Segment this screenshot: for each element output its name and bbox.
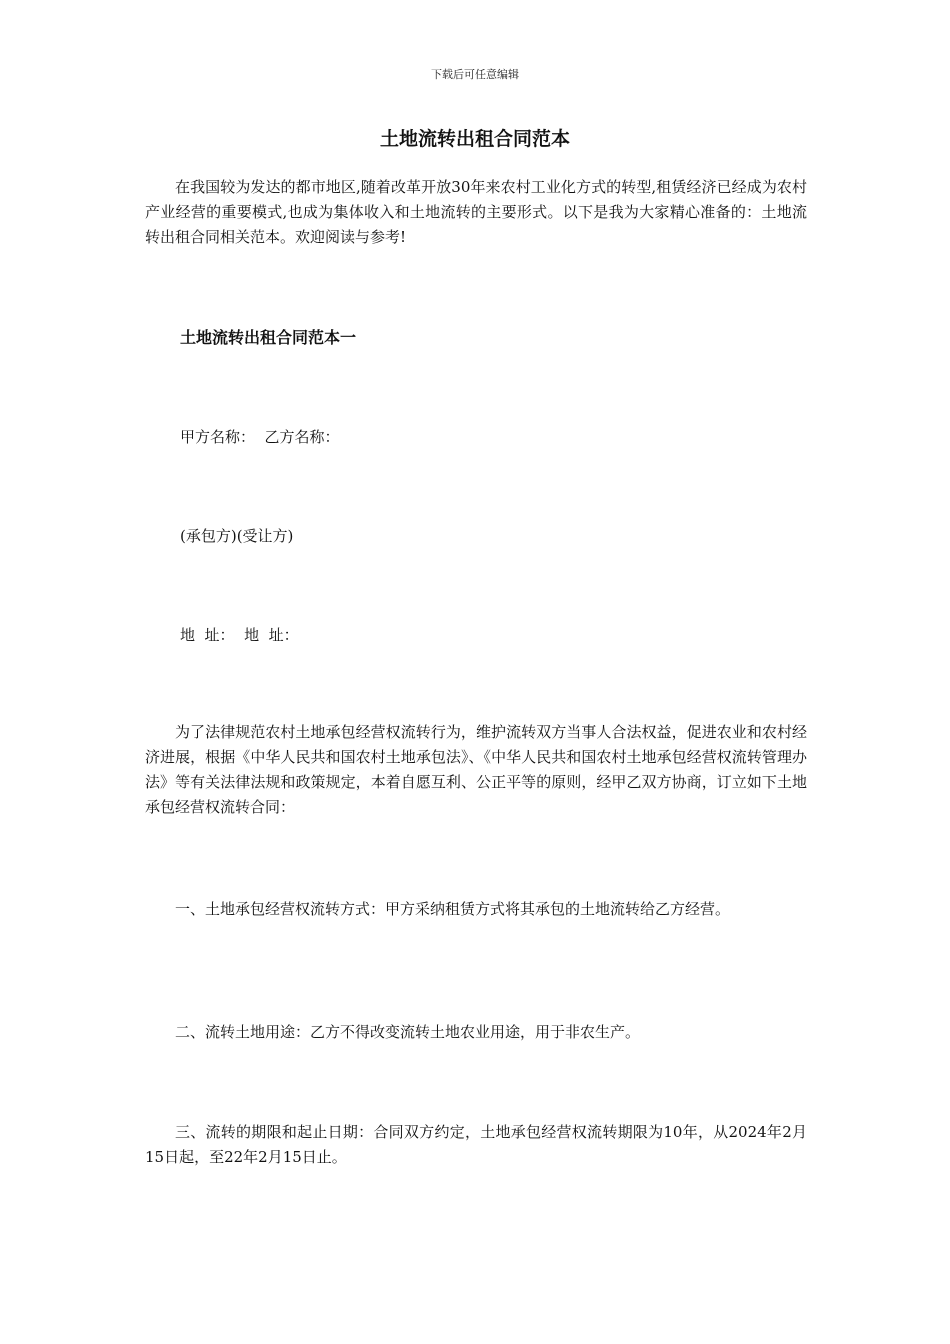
party-roles-line: (承包方)(受让方) <box>180 527 294 545</box>
intro-paragraph: 在我国较为发达的都市地区,随着改革开放30年来农村工业化方式的转型,租赁经济已经成为农村产业经营的重要模式,也成为集体收入和土地流转的主要形式。以下是我为大家精心准备的：土地流转出租合同相关范本。欢迎阅读与参考! <box>145 178 807 246</box>
clause-2: 二、流转土地用途：乙方不得改变流转土地农业用途，用于非农生产。 <box>175 1023 641 1041</box>
clause-3: 三、流转的期限和起止日期：合同双方约定，土地承包经营权流转期限为10年，从2024年2月15日起，至22年2月15日止。 <box>145 1123 807 1166</box>
party-names-line: 甲方名称： 乙方名称： <box>180 428 340 446</box>
header-note: 下载后可任意编辑 <box>431 68 519 81</box>
clause-1: 一、土地承包经营权流转方式：甲方采纳租赁方式将其承包的土地流转给乙方经营。 <box>175 900 731 918</box>
preamble-paragraph: 为了法律规范农村土地承包经营权流转行为，维护流转双方当事人合法权益，促进农业和农村经济进展，根据《中华人民共和国农村土地承包法》、《中华人民共和国农村土地承包经营权流转管理办法》等有关法律法规和政策规定，本着自愿互利、公正平等的原则，经甲乙双方协商，订立如下土地承包经营权流转合同： <box>145 723 807 816</box>
document-title: 土地流转出租合同范本 <box>379 128 570 150</box>
addresses-line: 地 址： 地 址： <box>180 626 299 644</box>
section-heading: 土地流转出租合同范本一 <box>180 328 357 347</box>
